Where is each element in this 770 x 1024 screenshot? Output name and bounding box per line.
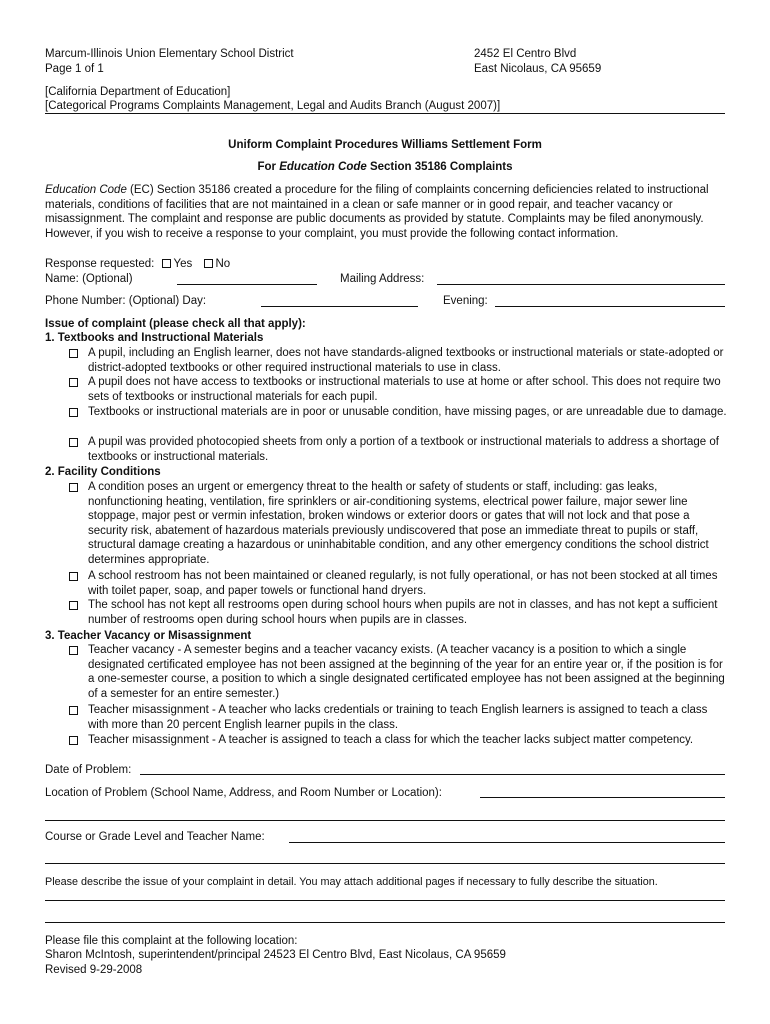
response-no-checkbox[interactable] (204, 259, 213, 268)
issue-checkbox[interactable] (69, 483, 78, 492)
issue-checkbox[interactable] (69, 349, 78, 358)
contact-info: Sharon McIntosh, superintendent/principal 24523 El Centro Blvd, East Nicolaus, CA 95659 (45, 949, 506, 961)
issue-checkbox[interactable] (69, 438, 78, 447)
address-line-1: 2452 El Centro Blvd (474, 48, 577, 60)
section-heading-textbooks: 1. Textbooks and Instructional Materials (45, 332, 264, 344)
response-yes-label: Yes (173, 258, 193, 270)
name-label: Name: (Optional) (45, 273, 133, 285)
issue-heading: Issue of complaint (please check all that apply): (45, 318, 306, 330)
location-field[interactable] (480, 797, 725, 798)
issue-checkbox[interactable] (69, 646, 78, 655)
issue-checkbox[interactable] (69, 706, 78, 715)
header-rule (45, 113, 725, 114)
file-location-label: Please file this complaint at the following location: (45, 935, 298, 947)
department-label: [California Department of Education] (45, 86, 231, 98)
response-requested-row (45, 257, 230, 272)
page-number: Page 1 of 1 (45, 63, 104, 75)
describe-instructions: Please describe the issue of your complaint in detail. You may attach additional pages if necessary to fully describe the situation. (45, 876, 658, 888)
district-name: Marcum-Illinois Union Elementary School District (45, 48, 294, 60)
response-yes-checkbox[interactable] (162, 259, 171, 268)
course-teacher-field[interactable] (289, 842, 725, 843)
course-teacher-field-line-2[interactable] (45, 863, 725, 864)
mailing-address-label: Mailing Address: (340, 273, 425, 285)
revised-date: Revised 9-29-2008 (45, 964, 143, 976)
issue-checkbox[interactable] (69, 736, 78, 745)
course-teacher-label: Course or Grade Level and Teacher Name: (45, 831, 265, 843)
section-heading-facility: 2. Facility Conditions (45, 466, 161, 478)
issue-checkbox[interactable] (69, 572, 78, 581)
issue-checkbox[interactable] (69, 378, 78, 387)
name-field[interactable] (177, 284, 317, 285)
complaint-form-page: Marcum-Illinois Union Elementary School District Page 1 of 1 2452 El Centro Blvd East Nicolaus, CA 95659 [California Department of Education] [Categorical Programs Complaints Management, Legal and Audits Branch (August 2007)] Uniform Complaint Procedures Williams Settlement Form For Education Code Section 35186 Complaints Education Code (EC) Section 35186 created a procedure for the filing of complaints concerning deficiencies related to instructional materials, conditions of facilities that are not maintained in a clean or safe manner or in good repair, and teacher vacancy or misassignment. The complaint and response are public documents as provided by statute. Complaints may be filed anonymously. However, if you wish to receive a response to your complaint, you must provide the following contact information. Response requested: Yes No Name: (Optional) Mailing Address: Phone Number: (Optional) Day: Evening: Issue of complaint (please check all that apply): 1. Textbooks and Instructional Materials A pupil, including an English learner, does not have standards-aligned textbooks or instructional materials or state-adopted or district-adopted textbooks or other required instructional materials to use in class. A pupil does not have access to textbooks or instructional materials to use at home or after school. This does not require two sets of textbooks or instructional materials for each pupil. Textbooks or instructional materials are in poor or unusable condition, have missing pages, or are unreadable due to damage. A pupil was provided photocopied sheets from only a portion of a textbook or instructional materials to address a shortage of textbooks or instructional materials. 2. Facility Conditions A condition poses an urgent or emergency threat to the health or safety of students or staff, including: gas leaks, nonfunctioning heating, ventilation, fire sprinklers or air-conditioning systems, electrical power failure, major sewer line stoppage, major pest or vermin infestation, broken windows or exterior doors or gates that will not lock and that pose a security risk, abatement of hazardous materials previously undiscovered that pose an immediate threat to pupils or staff, structural damage creating a hazardous or uninhabitable condition, and any other emergency conditions the school district determines appropriate. A school restroom has not been maintained or cleaned regularly, is not fully operational, or has not been stocked at all times with toilet paper, soap, and paper towels or functional hand dryers. The school has not kept all restrooms open during school hours when pupils are not in classes, and has not kept a sufficient number of restrooms open during school hours when pupils are in classes. 3. Teacher Vacancy or Misassignment Teacher vacancy - A semester begins and a teacher vacancy exists. (A teacher vacancy is a position to which a single designated certificated employee has not been assigned at the beginning of the year for an entire year or, if the position is for a one-semester course, a position to which a single designated certificated employee has not been assigned at the beginning of a semester for an entire semester.) Teacher misassignment - A teacher who lacks credentials or training to teach English learners is assigned to teach a class with more than 20 percent English learner pupils in the class. Teacher misassignment - A teacher is assigned to teach a class for which the teacher lacks subject matter competency. Date of Problem: Location of Problem (School Name, Address, and Room Number or Location): Course or Grade Level and Teacher Name: Please describe the issue of your complaint in detail. You may attach additional pages if necessary to fully describe the situation. Please file this complaint at the following location: Sharon McIntosh, superintendent/principal 24523 El Centro Blvd, East Nicolaus, CA 95659 Revised 9-29-2008 (0, 0, 770, 1024)
location-field-line-2[interactable] (45, 820, 725, 821)
form-subtitle: For Education Code Section 35186 Complaints (257, 161, 513, 173)
branch-label: [Categorical Programs Complaints Management, Legal and Audits Branch (August 2007)] (45, 100, 501, 112)
description-field-line-1[interactable] (45, 900, 725, 901)
phone-evening-label: Evening: (443, 295, 488, 307)
response-label: Response requested: (45, 258, 155, 270)
issue-checkbox[interactable] (69, 601, 78, 610)
mailing-address-field[interactable] (437, 284, 725, 285)
response-no-label: No (215, 258, 231, 270)
address-line-2: East Nicolaus, CA 95659 (474, 63, 602, 75)
section-heading-teacher: 3. Teacher Vacancy or Misassignment (45, 630, 252, 642)
issue-checkbox[interactable] (69, 408, 78, 417)
phone-day-field[interactable] (261, 306, 418, 307)
location-label: Location of Problem (School Name, Address, and Room Number or Location): (45, 787, 442, 799)
date-of-problem-field[interactable] (140, 774, 725, 775)
intro-paragraph: Education Code (EC) Section 35186 created a procedure for the filing of complaints concerning deficiencies related to instructional materials, conditions of facilities that are not maintained in a clean or safe manner or in good repair, and teacher vacancy or misassignment. The complaint and response are public documents as provided by statute. Complaints may be filed anonymously. However, if you wish to receive a response to your complaint, you must provide the following contact information. (45, 184, 709, 240)
date-of-problem-label: Date of Problem: (45, 764, 132, 776)
form-title: Uniform Complaint Procedures Williams Settlement Form (228, 139, 542, 151)
description-field-line-2[interactable] (45, 922, 725, 923)
phone-day-label: Phone Number: (Optional) Day: (45, 295, 207, 307)
phone-evening-field[interactable] (495, 306, 725, 307)
